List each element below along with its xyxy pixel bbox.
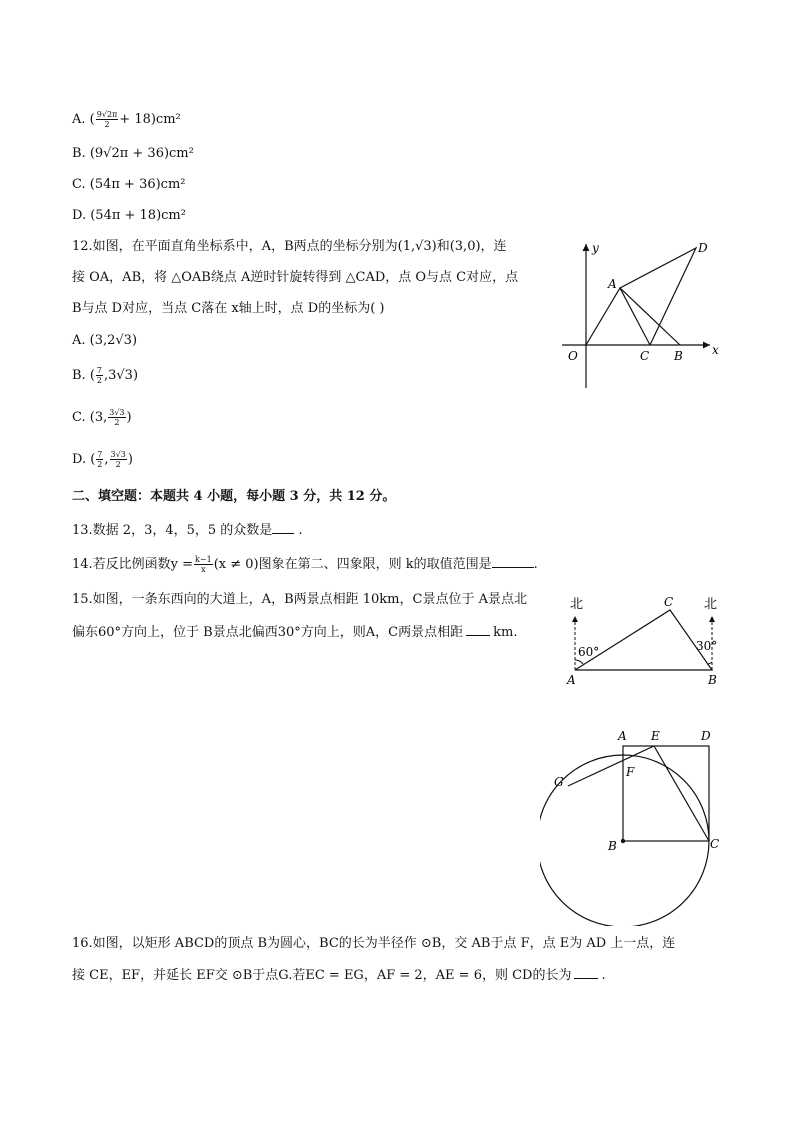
q16-fig-label-f: F	[626, 765, 635, 779]
q16-fig-label-b: B	[608, 839, 617, 853]
q11-a-fraction: $\frac{9√2\pi}{2}$	[96, 110, 118, 129]
q16-fig-label-g: G	[554, 775, 564, 789]
q14-blank[interactable]	[492, 555, 534, 568]
q15-direction-figure	[562, 592, 732, 692]
section-2-header: 二、填空题：本题共 4 小题，每小题 3 分，共 12 分。	[72, 489, 396, 504]
q12-line3: B与点 D对应，当点 C落在 x轴上时，点 D的坐标为( )	[72, 301, 385, 316]
q15-fig-label-b: B	[708, 673, 717, 687]
q16-fig-label-d: D	[701, 729, 711, 743]
q12-fig-label-d: D	[698, 241, 708, 255]
q12-fig-label-b: B	[674, 349, 683, 363]
q15-fig-north-right: 北	[704, 597, 718, 612]
q15-fig-north-left: 北	[570, 597, 584, 612]
q13: 13.数据 2，3，4，5，5 的众数是 .	[72, 523, 303, 538]
q12-option-b: B. ( $\frac{7}{2}$ ,3√3)	[72, 366, 139, 385]
q14: 14.若反比例函数y = $\frac{k-1}{x}$ (x ≠ 0)图象在第二、四象限，则 k的取值范围是 .	[72, 555, 538, 574]
q11-option-b: B. (9√2π + 36)cm²	[72, 146, 194, 161]
q15-fig-angle-30: 30°	[696, 639, 718, 653]
q16-fig-label-e: E	[651, 729, 660, 743]
q15-line2: 偏东60°方向上，位于 B景点北偏西30°方向上，则A，C两景点相距 km.	[72, 625, 518, 640]
q16-line1: 16.如图，以矩形 ABCD的顶点 B为圆心，BC的长为半径作 ⊙B，交 AB于点 F，点 E为 AD 上一点，连	[72, 936, 676, 951]
q16-circle-figure	[540, 726, 730, 926]
q11-option-d: D. (54π + 18)cm²	[72, 208, 186, 223]
q16-fig-label-a: A	[618, 729, 627, 743]
q12-option-a: A. (3,2√3)	[72, 333, 138, 348]
q15-fig-angle-60: 60°	[578, 645, 600, 659]
q12-option-d: D. ( $\frac{7}{2}$ , $\frac{3√3}{2}$ )	[72, 450, 133, 469]
q12-option-c: C. (3, $\frac{3√3}{2}$ )	[72, 408, 132, 427]
q16-fig-label-c: C	[710, 837, 720, 851]
q11-option-a: A. ( $\frac{9√2\pi}{2}$ + 18)cm²	[72, 110, 181, 129]
q13-blank[interactable]	[272, 521, 294, 534]
q11-option-c: C. (54π + 36)cm²	[72, 177, 186, 192]
q16-line2: 接 CE，EF，并延长 EF交 ⊙B于点G.若EC = EG，AF = 2，AE = 6，则 CD的长为 .	[72, 968, 606, 983]
q12-coordinate-figure	[560, 236, 730, 394]
q12-fig-label-c: C	[640, 349, 650, 363]
q12-fig-label-a: A	[608, 277, 617, 291]
q12-line1: 12.如图，在平面直角坐标系中，A，B两点的坐标分别为(1,√3)和(3,0)，连	[72, 239, 507, 254]
q12-line2: 接 OA，AB，将 △OAB绕点 A逆时针旋转得到 △CAD，点 O与点 C对应，点	[72, 270, 519, 285]
q15-fig-label-c: C	[664, 595, 674, 609]
q15-line1: 15.如图，一条东西向的大道上，A，B两景点相距 10km，C景点位于 A景点北	[72, 592, 527, 607]
q16-blank[interactable]	[574, 966, 598, 979]
q12-fig-label-x: x	[712, 343, 719, 357]
q15-fig-label-a: A	[567, 673, 576, 687]
q12-fig-label-y: y	[592, 241, 599, 255]
q12-fig-label-o: O	[568, 349, 578, 363]
q15-blank[interactable]	[466, 623, 490, 636]
